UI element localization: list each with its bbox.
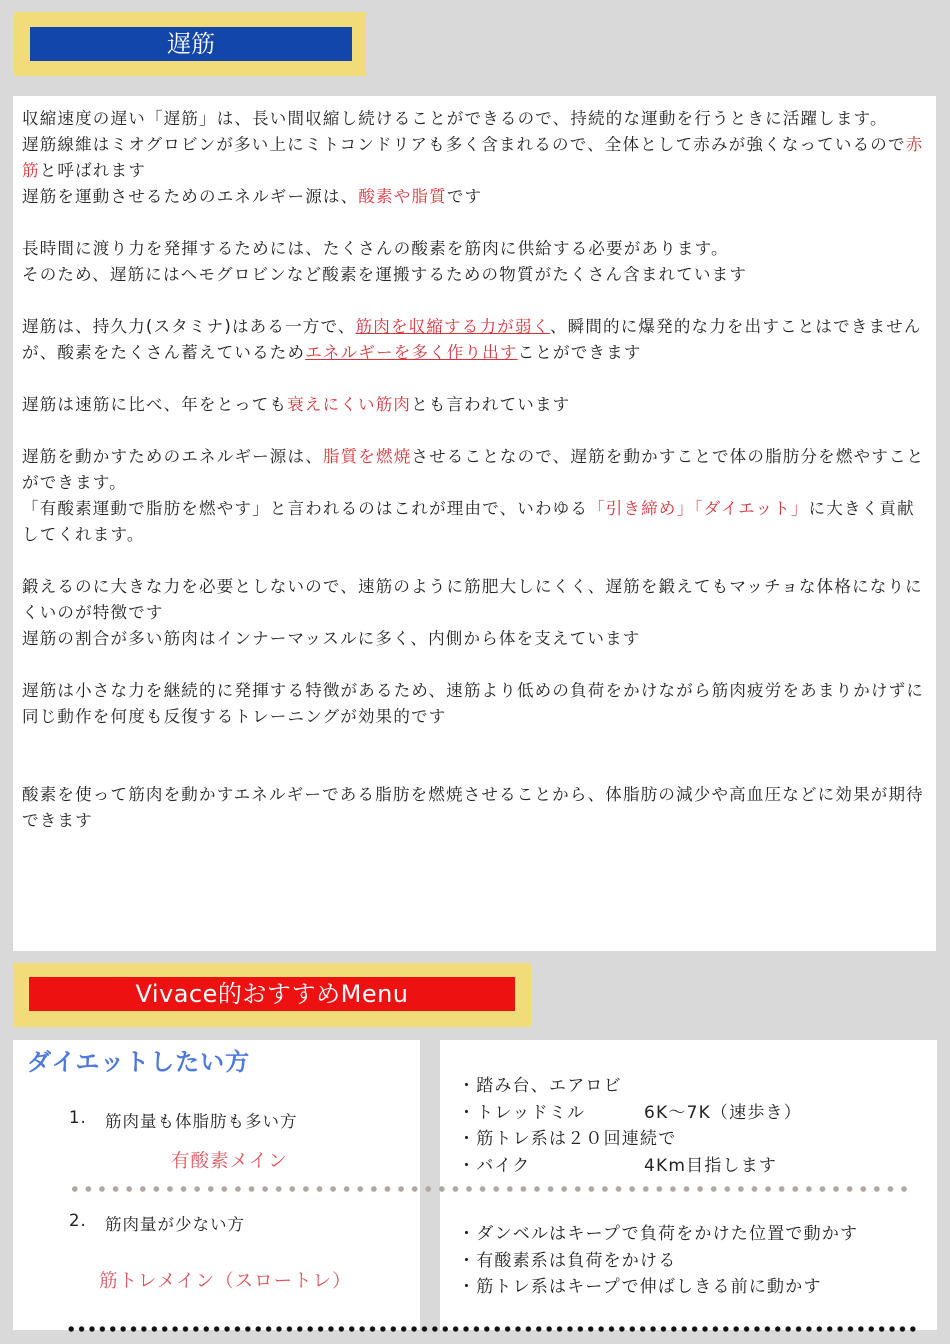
highlight-red: 衰えにくい筋肉	[287, 395, 412, 414]
plan-list-1	[458, 1073, 802, 1179]
list-item: ・有酸素系は負荷をかける	[458, 1250, 677, 1271]
dotted-divider-bottom	[66, 1325, 916, 1333]
case-2-focus: 筋トレメイン（スロートレ）	[99, 1271, 352, 1292]
case-1-number: 1.	[69, 1108, 87, 1127]
article-text	[13, 106, 936, 834]
paragraph: 鍛えるのに大きな力を必要としないので、速筋のように筋肥大しにくく、遅筋を鍛えてもマッチョな体格になりにくいのが特徴です	[22, 577, 923, 622]
list-item: ・筋トレ系はキープで伸ばしきる前に動かす	[458, 1277, 822, 1297]
paragraph: 遅筋は速筋に比べ、年をとっても衰えにくい筋肉とも言われています	[22, 395, 571, 414]
menu-title-frame	[13, 963, 531, 1027]
dotted-divider	[68, 1185, 908, 1193]
paragraph: 遅筋は小さな力を継続的に発揮する特徴があるため、速筋より低めの負荷をかけながら筋肉疲労をあまりかけずに同じ動作を何度も反復するトレーニングが効果的です	[22, 681, 925, 726]
paragraph: 遅筋を動かすためのエネルギー源は、脂質を燃焼させることなので、遅筋を動かすことで体の脂肪分を燃やすことができます。	[22, 447, 925, 492]
diet-title: ダイエットしたい方	[27, 1048, 251, 1076]
paragraph: そのため、遅筋にはヘモグロビンなど酸素を運搬するための物質がたくさん含まれています	[22, 265, 748, 284]
case-1-label: 筋肉量も体脂肪も多い方	[105, 1112, 298, 1131]
case-1-focus: 有酸素メイン	[171, 1151, 288, 1172]
paragraph: 遅筋線維はミオグロビンが多い上にミトコンドリアも多く含まれるので、全体として赤みが強くなっているので赤筋と呼ばれます	[22, 135, 924, 180]
paragraph: 酸素を使って筋肉を動かすエネルギーである脂肪を燃焼させることから、体脂肪の減少や高血圧などに効果が期待できます	[22, 785, 924, 830]
paragraph: 遅筋は、持久力(スタミナ)はある一方で、筋肉を収縮する力が弱く、瞬間的に爆発的な力を出すことはできませんが、酸素をたくさん蓄えているためエネルギーを多く作り出すことができます	[22, 317, 922, 362]
list-item: ・バイク 4Km目指します	[458, 1155, 778, 1176]
list-item: ・踏み台、エアロビ	[458, 1076, 622, 1096]
plan-list-2	[458, 1221, 858, 1301]
highlight-underlined: 筋肉を収縮する力が弱く	[355, 317, 550, 336]
highlight-red: 酸素や脂質	[358, 187, 447, 206]
case-2-number: 2.	[69, 1211, 87, 1230]
paragraph: 遅筋の割合が多い筋肉はインナーマッスルに多く、内側から体を支えています	[22, 629, 641, 648]
case-2-label: 筋肉量が少ない方	[105, 1215, 245, 1234]
highlight-underlined: エネルギーを多く作り出す	[305, 343, 518, 362]
highlight-red: 脂質を燃焼	[322, 447, 412, 466]
list-item: ・トレッドミル 6K〜7K（速歩き）	[458, 1102, 802, 1123]
list-item: ・筋トレ系は２０回連続で	[458, 1129, 677, 1149]
title-frame	[14, 12, 366, 76]
paragraph: 収縮速度の遅い「遅筋」は、長い間収縮し続けることができるので、持続的な運動を行うときに活躍します。	[22, 109, 888, 128]
highlight-red: 「引き締め」「ダイエット」	[588, 499, 809, 518]
highlight-red: 赤筋	[22, 135, 924, 180]
paragraph: 遅筋を運動させるためのエネルギー源は、酸素や脂質です	[22, 187, 483, 206]
article-panel	[13, 96, 936, 951]
menu-title: Vivace的おすすめMenu	[29, 977, 515, 1011]
paragraph: 「有酸素運動で脂肪を燃やす」と言われるのはこれが理由で、いわゆる「引き締め」「ダイエット」に大きく貢献してくれます。	[22, 499, 915, 544]
section-title: 遅筋	[30, 27, 352, 61]
list-item: ・ダンベルはキープで負荷をかけた位置で動かす	[458, 1224, 859, 1244]
paragraph: 長時間に渡り力を発揮するためには、たくさんの酸素を筋肉に供給する必要があります。	[22, 239, 729, 258]
